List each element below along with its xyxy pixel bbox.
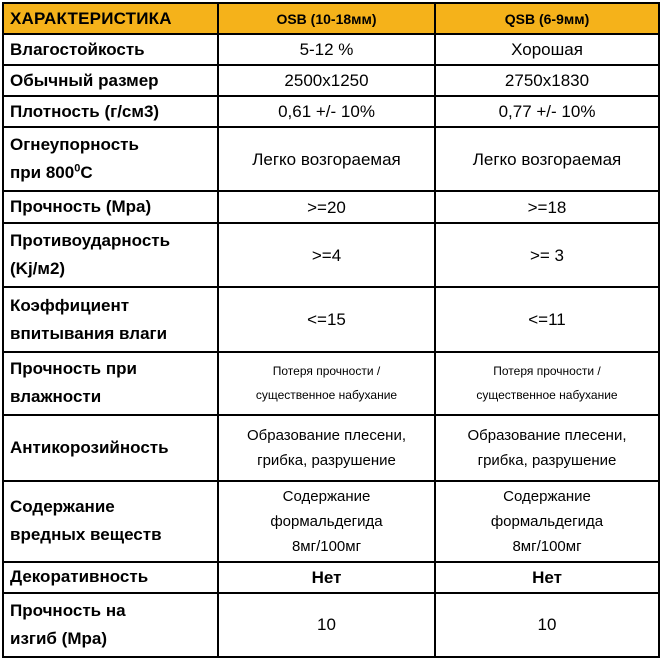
- row-label: Обычный размер: [3, 65, 218, 96]
- header-row: [3, 3, 659, 34]
- qsb-value: >=18: [435, 191, 659, 223]
- osb-value: Легко возгораемая: [218, 127, 435, 191]
- osb-value: 10: [218, 593, 435, 657]
- row-size: [3, 65, 659, 96]
- row-harmful-substances: [3, 481, 659, 562]
- row-anticorrosion: [3, 415, 659, 481]
- qsb-value: Нет: [435, 562, 659, 593]
- header-osb: OSB (10-18мм): [218, 3, 435, 34]
- row-decorativeness: [3, 562, 659, 593]
- row-moisture-absorption: [3, 287, 659, 351]
- row-label: Прочность (Mpa): [3, 191, 218, 223]
- osb-value: >=20: [218, 191, 435, 223]
- osb-value: Содержание формальдегида 8мг/100мг: [218, 481, 435, 562]
- qsb-value: Образование плесени, грибка, разрушение: [435, 415, 659, 481]
- row-label: Декоративность: [3, 562, 218, 593]
- qsb-value: <=11: [435, 287, 659, 351]
- row-label: Содержание вредных веществ: [3, 481, 218, 562]
- osb-value: 5-12 %: [218, 34, 435, 65]
- row-label: Плотность (г/см3): [3, 96, 218, 127]
- row-impact-resistance: [3, 223, 659, 287]
- qsb-value: >= 3: [435, 223, 659, 287]
- qsb-value: Легко возгораемая: [435, 127, 659, 191]
- row-label: Огнеупорность при $800^0C$: [3, 127, 218, 191]
- row-strength: [3, 191, 659, 223]
- qsb-value: 2750x1830: [435, 65, 659, 96]
- qsb-value: Потеря прочности / существенное набухание: [435, 352, 659, 415]
- row-label: Противоударность (Kj/м2): [3, 223, 218, 287]
- header-characteristic: ХАРАКТЕРИСТИКА: [3, 3, 218, 34]
- osb-value: >=4: [218, 223, 435, 287]
- row-humidity-strength: [3, 352, 659, 415]
- osb-value: 2500x1250: [218, 65, 435, 96]
- row-fire-resistance: [3, 127, 659, 191]
- row-density: [3, 96, 659, 127]
- row-label: Прочность на изгиб (Mpa): [3, 593, 218, 657]
- row-label: Влагостойкость: [3, 34, 218, 65]
- osb-value: Потеря прочности / существенное набухание: [218, 352, 435, 415]
- row-label: Антикорозийность: [3, 415, 218, 481]
- row-moisture-resistance: [3, 34, 659, 65]
- qsb-value: 10: [435, 593, 659, 657]
- row-label: Прочность при влажности: [3, 352, 218, 415]
- osb-value: <=15: [218, 287, 435, 351]
- osb-value: Нет: [218, 562, 435, 593]
- comparison-table: [2, 2, 660, 658]
- row-bending-strength: [3, 593, 659, 657]
- osb-value: Образование плесени, грибка, разрушение: [218, 415, 435, 481]
- osb-value: 0,61 +/- 10%: [218, 96, 435, 127]
- qsb-value: Хорошая: [435, 34, 659, 65]
- qsb-value: 0,77 +/- 10%: [435, 96, 659, 127]
- header-qsb: QSB (6-9мм): [435, 3, 659, 34]
- row-label: Коэффициент впитывания влаги: [3, 287, 218, 351]
- qsb-value: Содержание формальдегида 8мг/100мг: [435, 481, 659, 562]
